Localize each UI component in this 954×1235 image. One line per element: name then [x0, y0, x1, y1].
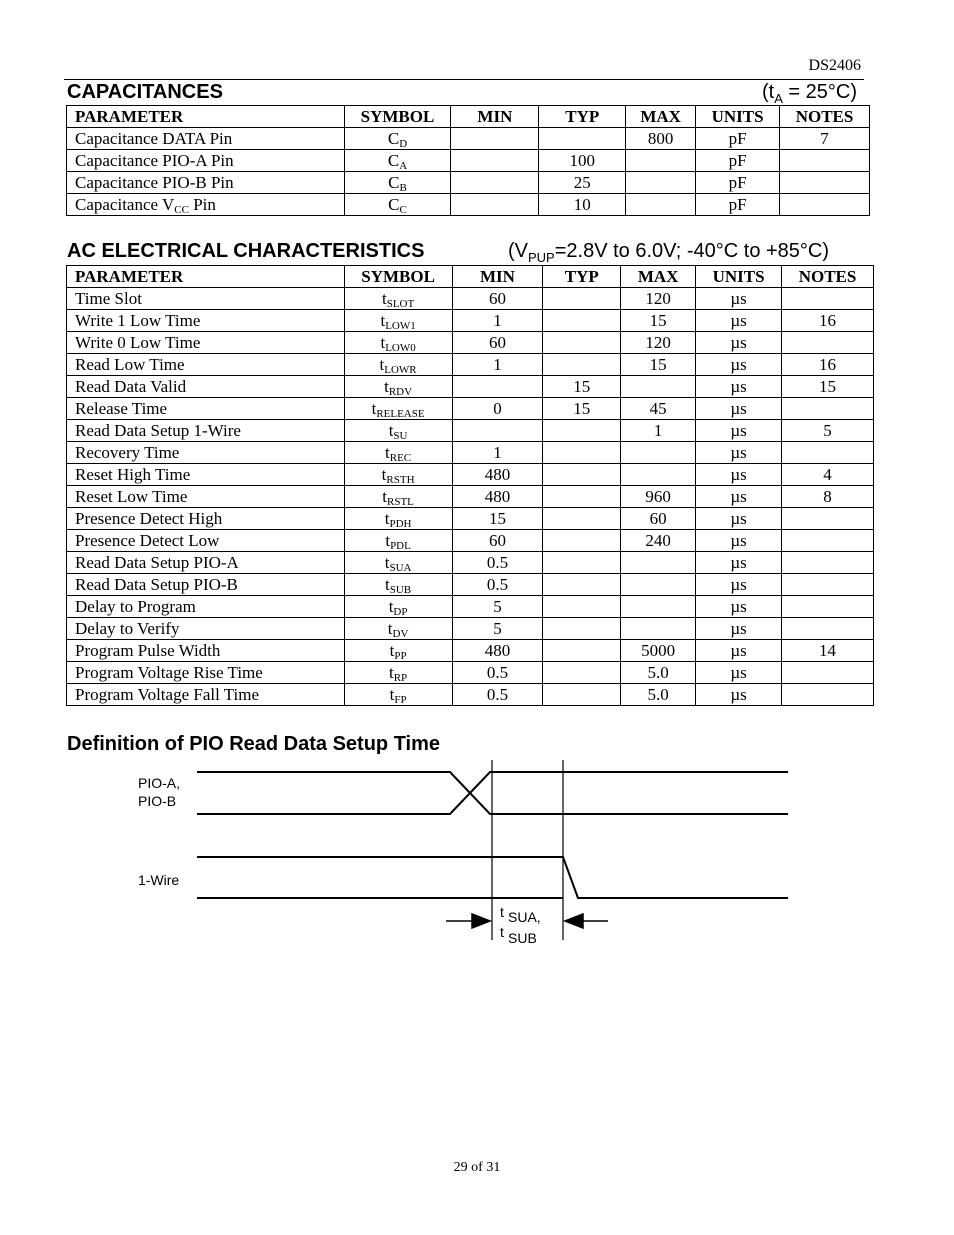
symbol-subscript: SLOT	[386, 298, 415, 310]
onewire-signal-label: 1-Wire	[138, 872, 180, 888]
symbol-text: t	[384, 509, 390, 528]
symbol-subscript: DP	[393, 606, 408, 618]
symbol-subscript: PDH	[389, 518, 412, 530]
units-cell: pF	[696, 150, 780, 172]
units-cell: µs	[696, 310, 782, 332]
symbol-subscript: D	[399, 138, 408, 150]
symbol-text: t	[382, 487, 387, 506]
parameter-cell: Presence Detect High	[67, 508, 345, 530]
parameter-cell: Release Time	[67, 398, 345, 420]
typ-cell: 25	[539, 172, 626, 194]
symbol-text: t	[381, 465, 387, 484]
notes-cell: 4	[782, 464, 874, 486]
column-header: UNITS	[696, 106, 780, 128]
ac-characteristics-title: AC ELECTRICAL CHARACTERISTICS	[67, 240, 425, 262]
symbol-subscript: REC	[389, 452, 412, 464]
column-header: PARAMETER	[67, 266, 345, 288]
column-header: MIN	[451, 106, 539, 128]
min-cell: 0	[452, 398, 543, 420]
min-cell: 0.5	[452, 552, 543, 574]
parameter-cell: Delay to Program	[67, 596, 345, 618]
units-cell: pF	[696, 172, 780, 194]
units-cell: µs	[696, 420, 782, 442]
symbol-subscript: A	[399, 160, 408, 172]
parameter-cell: Read Data Setup PIO-A	[67, 552, 345, 574]
max-cell: 45	[621, 398, 696, 420]
parameter-cell: Program Voltage Fall Time	[67, 684, 345, 706]
units-cell: pF	[696, 194, 780, 216]
symbol-text: t	[389, 641, 395, 660]
symbol-text: t	[387, 619, 393, 638]
symbol-text: C	[388, 173, 400, 192]
symbol-subscript: LOWR	[384, 364, 417, 376]
ac-characteristics-condition: ($V_{PUP}=2.8V$ to 6.0V; -40°C to +85°C)	[508, 240, 830, 265]
min-cell: 60	[452, 288, 543, 310]
parameter-text-suffix: Pin	[188, 195, 216, 214]
column-header: TYP	[543, 266, 621, 288]
max-cell: 5.0	[621, 684, 696, 706]
parameter-text: Capacitance DATA Pin	[75, 129, 233, 148]
min-cell: 480	[452, 640, 543, 662]
timing-t-symbol: t	[500, 924, 504, 940]
max-cell: 240	[621, 530, 696, 552]
units-cell: µs	[696, 486, 782, 508]
symbol-text: t	[384, 553, 390, 572]
symbol-text: t	[380, 333, 386, 352]
timing-t-symbol: t	[500, 904, 504, 920]
units-cell: µs	[696, 354, 782, 376]
diagram-title: Definition of PIO Read Data Setup Time	[67, 733, 441, 755]
pio-signal-label-line1: PIO-A,	[138, 775, 181, 791]
max-cell: 120	[621, 288, 696, 310]
typ-cell: 100	[539, 150, 626, 172]
notes-cell: 5	[782, 420, 874, 442]
symbol-subscript: RP	[393, 672, 408, 684]
min-cell: 0.5	[452, 662, 543, 684]
units-cell: µs	[696, 442, 782, 464]
capacitances-title: CAPACITANCES	[67, 81, 223, 103]
symbol-subscript: RDV	[388, 386, 413, 398]
symbol-subscript: RSTH	[386, 474, 415, 486]
min-cell: 0.5	[452, 574, 543, 596]
symbol-text: t	[381, 289, 387, 308]
symbol-subscript: C	[399, 204, 407, 216]
capacitances-condition: $(t_A = 25^\circ C)$	[761, 81, 857, 106]
parameter-cell: Delay to Verify	[67, 618, 345, 640]
column-header: SYMBOL	[344, 106, 451, 128]
units-cell: µs	[696, 552, 782, 574]
symbol-subscript: SU	[393, 430, 408, 442]
min-cell: 60	[452, 332, 543, 354]
max-cell: 1	[621, 420, 696, 442]
column-header: MAX	[626, 106, 696, 128]
parameter-cell: Recovery Time	[67, 442, 345, 464]
symbol-text: t	[388, 663, 394, 682]
symbol-subscript: B	[399, 182, 407, 194]
right-arrow-head	[565, 914, 583, 928]
document-id: DS2406	[808, 57, 861, 74]
max-cell: 15	[621, 310, 696, 332]
parameter-text: Capacitance PIO-A Pin	[75, 151, 234, 170]
symbol-text: C	[387, 129, 400, 148]
max-cell: 120	[621, 332, 696, 354]
symbol-subscript: PP	[394, 650, 407, 662]
units-cell: µs	[696, 618, 782, 640]
units-cell: µs	[696, 398, 782, 420]
left-arrow-head	[472, 914, 490, 928]
symbol-subscript: LOW0	[385, 342, 416, 354]
typ-cell: 15	[543, 398, 621, 420]
min-cell: 5	[452, 596, 543, 618]
min-cell: 15	[452, 508, 543, 530]
units-cell: µs	[696, 332, 782, 354]
symbol-text: t	[380, 311, 386, 330]
parameter-cell: Presence Detect Low	[67, 530, 345, 552]
symbol-text: t	[385, 443, 390, 462]
notes-cell: 16	[782, 310, 874, 332]
parameter-cell: Program Voltage Rise Time	[67, 662, 345, 684]
symbol-text: t	[371, 399, 377, 418]
parameter-cell: Reset Low Time	[67, 486, 345, 508]
units-cell: µs	[696, 508, 782, 530]
symbol-text: C	[387, 151, 400, 170]
min-cell: 5	[452, 618, 543, 640]
parameter-cell: Reset High Time	[67, 464, 345, 486]
symbol-subscript: RELEASE	[376, 408, 425, 420]
units-cell: µs	[696, 684, 782, 706]
symbol-subscript: DV	[392, 628, 409, 640]
parameter-cell: Read Data Setup PIO-B	[67, 574, 345, 596]
column-header: TYP	[539, 106, 626, 128]
pio-signal-label-line2: PIO-B	[138, 793, 177, 809]
notes-cell: 15	[782, 376, 874, 398]
symbol-text: t	[385, 531, 391, 550]
min-cell: 60	[452, 530, 543, 552]
max-cell: 960	[621, 486, 696, 508]
parameter-subscript: CC	[174, 204, 189, 216]
max-cell: 800	[626, 128, 696, 150]
symbol-subscript: PDL	[390, 540, 411, 552]
notes-cell: 14	[782, 640, 874, 662]
parameter-cell: Read Low Time	[67, 354, 345, 376]
timing-label-sua: SUA,	[508, 909, 541, 925]
symbol-subscript: FP	[394, 694, 407, 706]
units-cell: µs	[696, 662, 782, 684]
units-cell: µs	[696, 288, 782, 310]
parameter-cell: Time Slot	[67, 288, 345, 310]
typ-cell: 15	[543, 376, 621, 398]
symbol-text: t	[389, 685, 395, 704]
units-cell: µs	[696, 640, 782, 662]
column-header: SYMBOL	[344, 266, 452, 288]
parameter-cell: Write 1 Low Time	[67, 310, 345, 332]
timing-label-sub: SUB	[508, 930, 537, 946]
symbol-text: C	[388, 195, 400, 214]
min-cell: 480	[452, 486, 543, 508]
notes-cell: 16	[782, 354, 874, 376]
min-cell: 1	[452, 354, 543, 376]
parameter-text: Capacitance V	[75, 195, 175, 214]
units-cell: µs	[696, 530, 782, 552]
units-cell: µs	[696, 464, 782, 486]
notes-cell: 7	[780, 128, 870, 150]
parameter-cell: Program Pulse Width	[67, 640, 345, 662]
column-header: PARAMETER	[67, 106, 345, 128]
symbol-subscript: SUA	[389, 562, 412, 574]
min-cell: 1	[452, 442, 543, 464]
units-cell: pF	[696, 128, 780, 150]
symbol-text: t	[388, 421, 394, 440]
page-number: 29 of 31	[453, 1160, 501, 1175]
max-cell: 5000	[621, 640, 696, 662]
min-cell: 1	[452, 310, 543, 332]
symbol-subscript: RSTL	[387, 496, 414, 508]
column-header: NOTES	[782, 266, 874, 288]
column-header: NOTES	[780, 106, 870, 128]
min-cell: 480	[452, 464, 543, 486]
max-cell: 60	[621, 508, 696, 530]
max-cell: 5.0	[621, 662, 696, 684]
parameter-text: Capacitance PIO-B Pin	[75, 173, 234, 192]
symbol-text: t	[388, 597, 394, 616]
column-header: UNITS	[696, 266, 782, 288]
column-header: MIN	[452, 266, 543, 288]
units-cell: µs	[696, 376, 782, 398]
units-cell: µs	[696, 596, 782, 618]
max-cell: 15	[621, 354, 696, 376]
parameter-cell: Write 0 Low Time	[67, 332, 345, 354]
parameter-cell: Read Data Setup 1-Wire	[67, 420, 345, 442]
column-header: MAX	[621, 266, 696, 288]
min-cell: 0.5	[452, 684, 543, 706]
symbol-text: t	[379, 355, 385, 374]
typ-cell: 10	[539, 194, 626, 216]
symbol-text: t	[384, 377, 389, 396]
units-cell: µs	[696, 574, 782, 596]
parameter-cell: Read Data Valid	[67, 376, 345, 398]
symbol-subscript: LOW1	[385, 320, 416, 332]
notes-cell: 8	[782, 486, 874, 508]
symbol-subscript: SUB	[389, 584, 412, 596]
symbol-text: t	[385, 575, 390, 594]
